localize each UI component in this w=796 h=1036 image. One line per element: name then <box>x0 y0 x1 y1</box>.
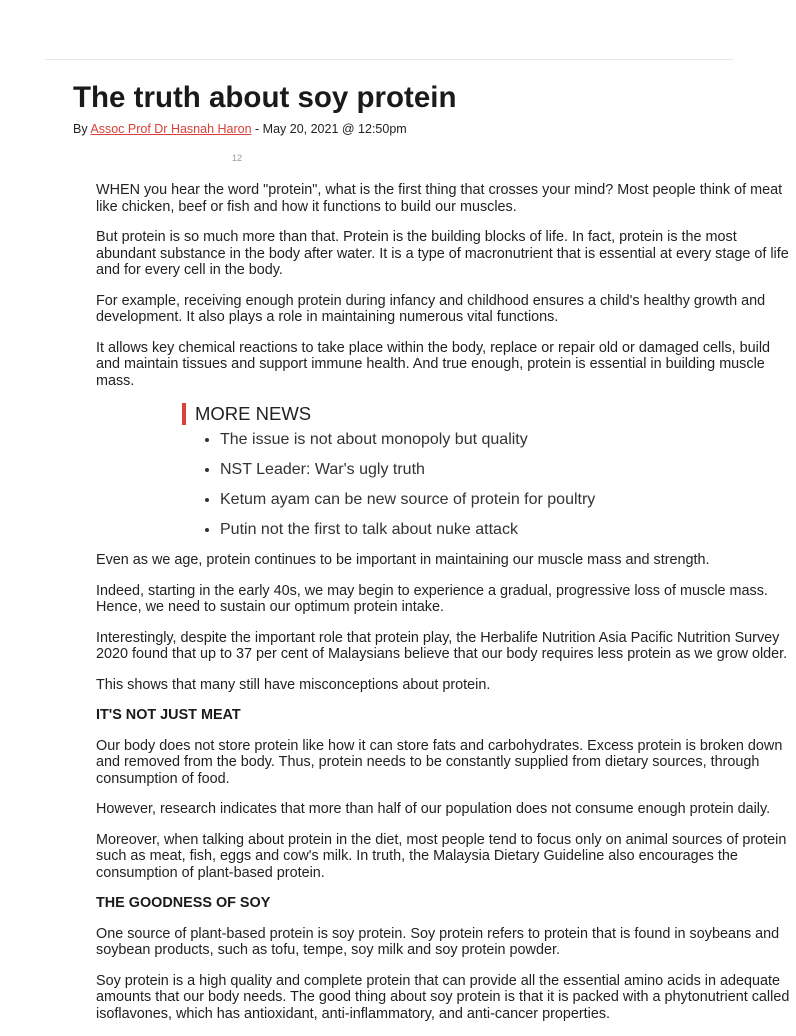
paragraph: This shows that many still have misconceptions about protein. <box>96 676 491 693</box>
paragraph: However, research indicates that more than half of our population does not consume enough protein daily. <box>96 801 771 817</box>
article-body-viewport <box>0 182 790 1022</box>
comment-count[interactable]: 12 <box>232 153 243 163</box>
more-news-box <box>182 403 796 539</box>
author-link[interactable]: Assoc Prof Dr Hasnah Haron <box>90 122 252 136</box>
article-body <box>96 182 796 1036</box>
section-heading: IT'S NOT JUST MEAT <box>96 707 241 723</box>
more-news-list <box>182 430 796 539</box>
paragraph: Indeed, starting in the early 40s, we may begin to experience a gradual, progressive loss of muscle mass. Hence, we need to sustain our optimum protein intake. <box>96 582 768 615</box>
byline-prefix: By <box>73 122 91 136</box>
paragraph: Moreover, when talking about protein in the diet, most people tend to focus only on animal sources of protein such as meat, fish, eggs and cow's milk. In truth, the Malaysia Dietary Guideline also encourages the consumption of plant-based protein. <box>96 831 787 881</box>
more-news-heading: MORE NEWS <box>182 403 796 425</box>
paragraph: For example, receiving enough protein during infancy and childhood ensures a child's healthy growth and development. It also plays a role in maintaining numerous vital functions. <box>96 292 766 325</box>
more-news-link[interactable]: • Putin not the first to talk about nuke attack <box>220 520 796 539</box>
paragraph: WHEN you hear the word "protein", what is the first thing that crosses your mind? Most people think of meat like chicken, beef or fish and how it functions to build our muscles. <box>96 182 783 215</box>
header-divider <box>45 59 733 60</box>
byline <box>73 122 407 136</box>
article-title: The truth about soy protein <box>73 81 457 114</box>
more-news-link[interactable]: • The issue is not about monopoly but quality <box>220 430 796 449</box>
more-news-link[interactable]: • NST Leader: War's ugly truth <box>220 460 796 479</box>
paragraph: But protein is so much more than that. Protein is the building blocks of life. In fact, protein is the most abundant substance in the body after water. It is a type of macronutrient that is essential at every stage of life and for every cell in the body. <box>96 229 789 278</box>
paragraph: Our body does not store protein like how it can store fats and carbohydrates. Excess protein is broken down and removed from the body. Thus, protein needs to be constantly supplied from dietary sources, through consumption of food. <box>96 737 783 787</box>
section-heading: THE GOODNESS OF SOY <box>96 895 271 911</box>
publish-date: - May 20, 2021 @ 12:50pm <box>251 122 407 136</box>
paragraph: One source of plant-based protein is soy protein. Soy protein refers to protein that is found in soybeans and soybean products, such as tofu, tempe, soy milk and soy protein powder. <box>96 925 780 958</box>
paragraph: It allows key chemical reactions to take place within the body, replace or repair old or damaged cells, build and maintain tissues and support immune health. And true enough, protein is essential in building muscle mass. <box>96 339 771 389</box>
paragraph: Interestingly, despite the important role that protein play, the Herbalife Nutrition Asia Pacific Nutrition Survey 2020 found that up to 37 per cent of Malaysians believe that our body requires less protein as we grow older. <box>96 629 788 662</box>
paragraph: Even as we age, protein continues to be important in maintaining our muscle mass and strength. <box>96 552 710 568</box>
paragraph: Soy protein is a high quality and complete protein that can provide all the essential amino acids in adequate amounts that our body needs. The good thing about soy protein is that it is packed with a phytonutrient called isoflavones, which has antioxidant, anti-inflammatory, and anti-cancer properties. <box>96 972 790 1022</box>
more-news-link[interactable]: • Ketum ayam can be new source of protein for poultry <box>220 490 796 509</box>
